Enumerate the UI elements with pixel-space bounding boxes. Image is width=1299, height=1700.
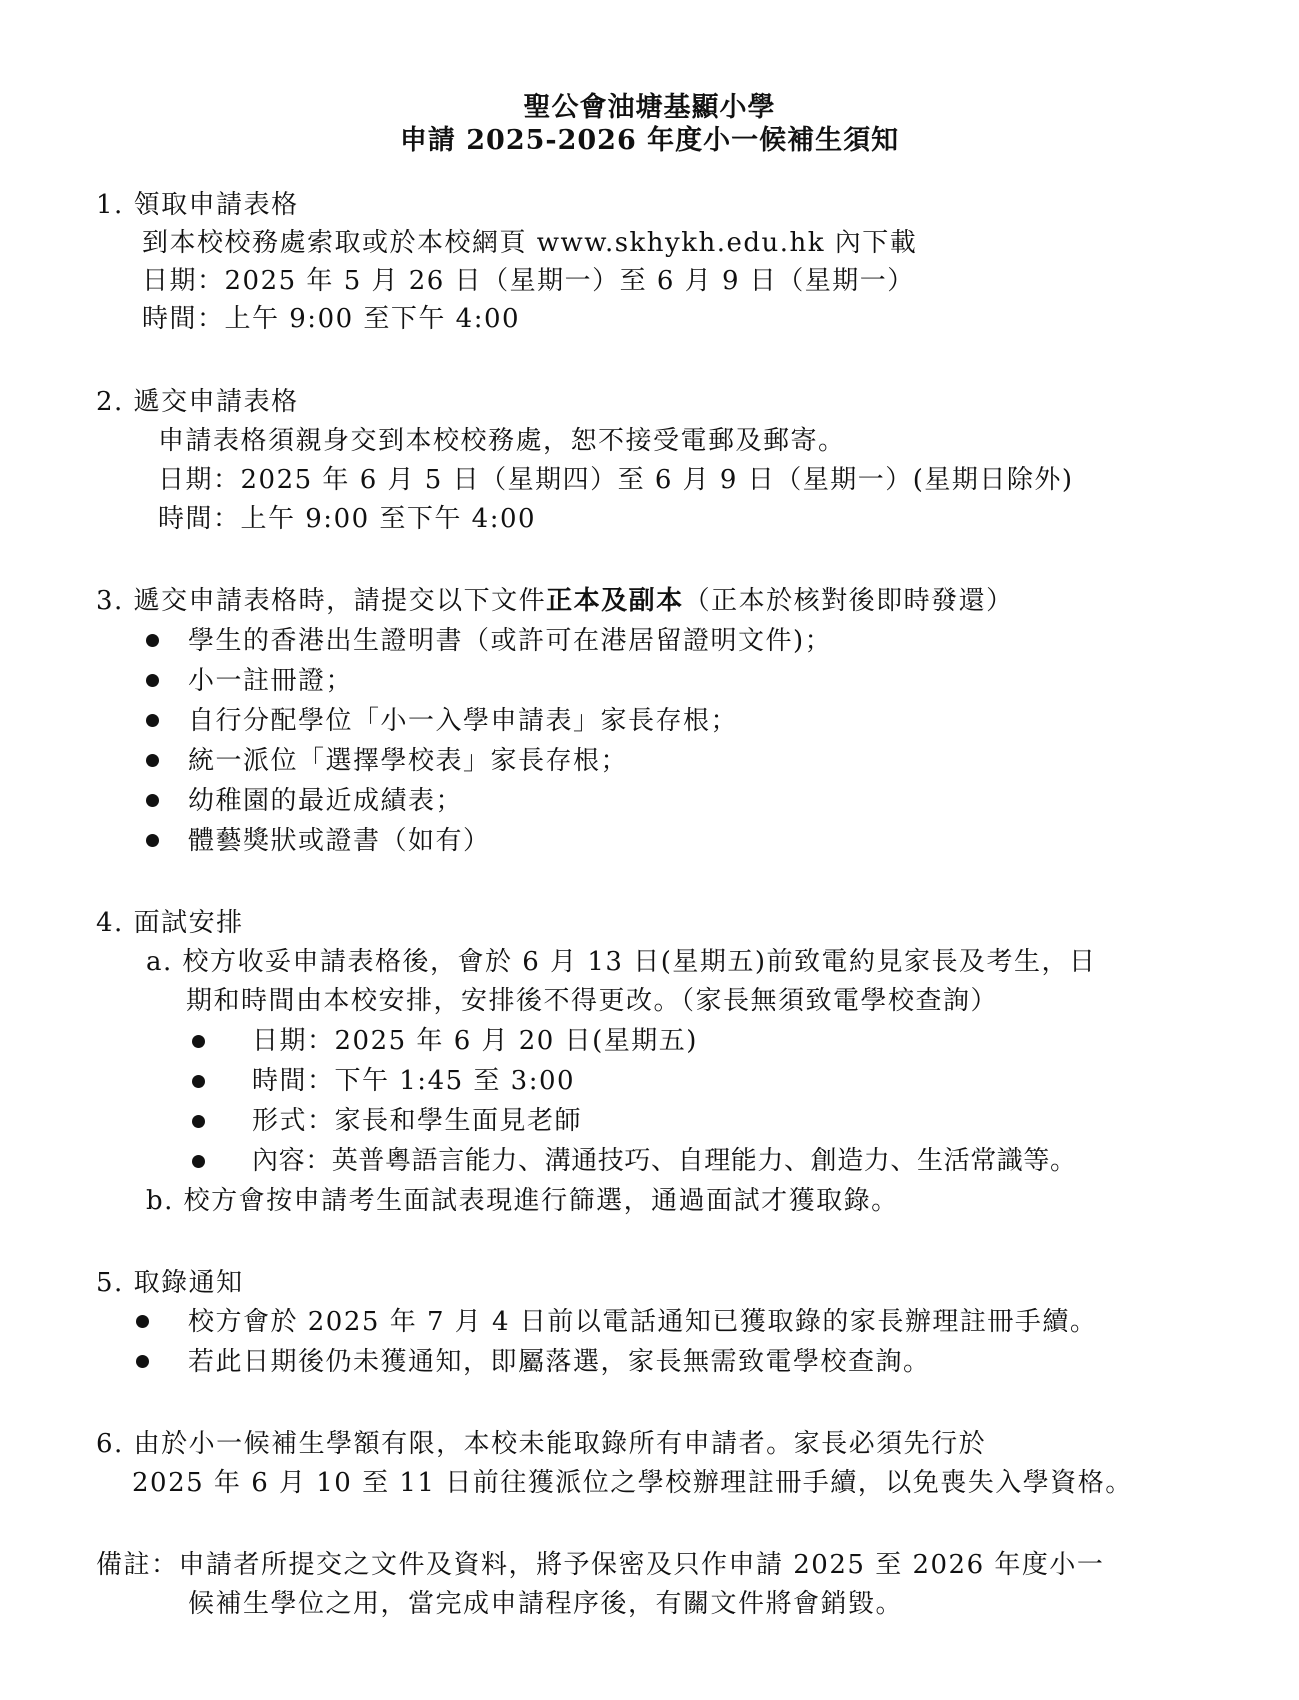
bullet-icon <box>136 1315 149 1328</box>
section3-heading-note: （正本於核對後即時發還） <box>683 586 1014 616</box>
bullet-icon <box>192 1115 205 1128</box>
section5-heading: 5. 取錄通知 <box>96 1268 244 1298</box>
section4-a-line2: 期和時間由本校安排，安排後不得更改。（家長無須致電學校查詢） <box>186 986 999 1016</box>
section3-item: 自行分配學位「小一入學申請表」家長存根； <box>188 706 739 736</box>
school-name: 聖公會油塘基顯小學 <box>523 92 776 123</box>
section2-line1: 申請表格須親身交到本校校務處，恕不接受電郵及郵寄。 <box>158 426 846 456</box>
section2-time: 時間：上午 9:00 至下午 4:00 <box>158 504 537 534</box>
bullet-icon <box>146 794 159 807</box>
section4-b-line: b. 校方會按申請考生面試表現進行篩選，通過面試才獲取錄。 <box>146 1186 899 1216</box>
section3-heading-text: 3. 遞交申請表格時，請提交以下文件 <box>96 586 547 616</box>
section3-item: 統一派位「選擇學校表」家長存根； <box>188 746 629 776</box>
section5-item: 校方會於 2025 年 7 月 4 日前以電話通知已獲取錄的家長辦理註冊手續。 <box>188 1307 1098 1337</box>
section5-item: 若此日期後仍未獲通知，即屬落選，家長無需致電學校查詢。 <box>188 1347 931 1377</box>
section4-item: 日期：2025 年 6 月 20 日(星期五) <box>252 1026 698 1056</box>
section3-item: 小一註冊證； <box>188 666 354 696</box>
bullet-icon <box>192 1155 205 1168</box>
section3-item: 幼稚園的最近成績表； <box>188 786 464 816</box>
bullet-icon <box>192 1075 205 1088</box>
section1-date: 日期：2025 年 5 月 26 日（星期一）至 6 月 9 日（星期一） <box>142 266 915 296</box>
bullet-icon <box>146 634 159 647</box>
bullet-icon <box>146 834 159 847</box>
section2-heading: 2. 遞交申請表格 <box>96 387 299 417</box>
section1-time: 時間：上午 9:00 至下午 4:00 <box>142 304 521 334</box>
section3-item: 體藝獎狀或證書（如有） <box>188 826 491 856</box>
section2-date: 日期：2025 年 6 月 5 日（星期四）至 6 月 9 日（星期一）(星期日除外) <box>158 465 1074 495</box>
section1-line1: 到本校校務處索取或於本校網頁 www.skhykh.edu.hk 內下載 <box>142 228 918 258</box>
section3-heading <box>96 584 1014 618</box>
bullet-icon <box>146 714 159 727</box>
section6-line1: 6. 由於小一候補生學額有限，本校未能取錄所有申請者。家長必須先行於 <box>96 1429 987 1459</box>
remark-line2: 候補生學位之用，當完成申請程序後，有關文件將會銷毀。 <box>188 1589 904 1619</box>
section3-item: 學生的香港出生證明書（或許可在港居留證明文件)； <box>188 626 833 656</box>
section4-a-line1: a. 校方收妥申請表格後，會於 6 月 13 日(星期五)前致電約見家長及考生，日 <box>146 947 1097 977</box>
section4-item: 內容：英普粵語言能力、溝通技巧、自理能力、創造力、生活常識等。 <box>252 1146 1077 1176</box>
section4-heading: 4. 面試安排 <box>96 908 244 938</box>
bullet-icon <box>146 674 159 687</box>
section4-item: 時間：下午 1:45 至 3:00 <box>252 1066 576 1096</box>
document-title: 申請 2025-2026 年度小一候補生須知 <box>399 125 900 156</box>
bullet-icon <box>136 1355 149 1368</box>
section6-line2: 2025 年 6 月 10 至 11 日前往獲派位之學校辦理註冊手續，以免喪失入學資格。 <box>132 1468 1133 1498</box>
section3-heading-emphasis: 正本及副本 <box>546 586 684 616</box>
section1-heading: 1. 領取申請表格 <box>96 190 299 220</box>
section4-item: 形式：家長和學生面見老師 <box>252 1106 583 1136</box>
bullet-icon <box>146 754 159 767</box>
remark-line1: 備註：申請者所提交之文件及資料，將予保密及只作申請 2025 至 2026 年度小一 <box>96 1550 1105 1580</box>
bullet-icon <box>192 1035 205 1048</box>
